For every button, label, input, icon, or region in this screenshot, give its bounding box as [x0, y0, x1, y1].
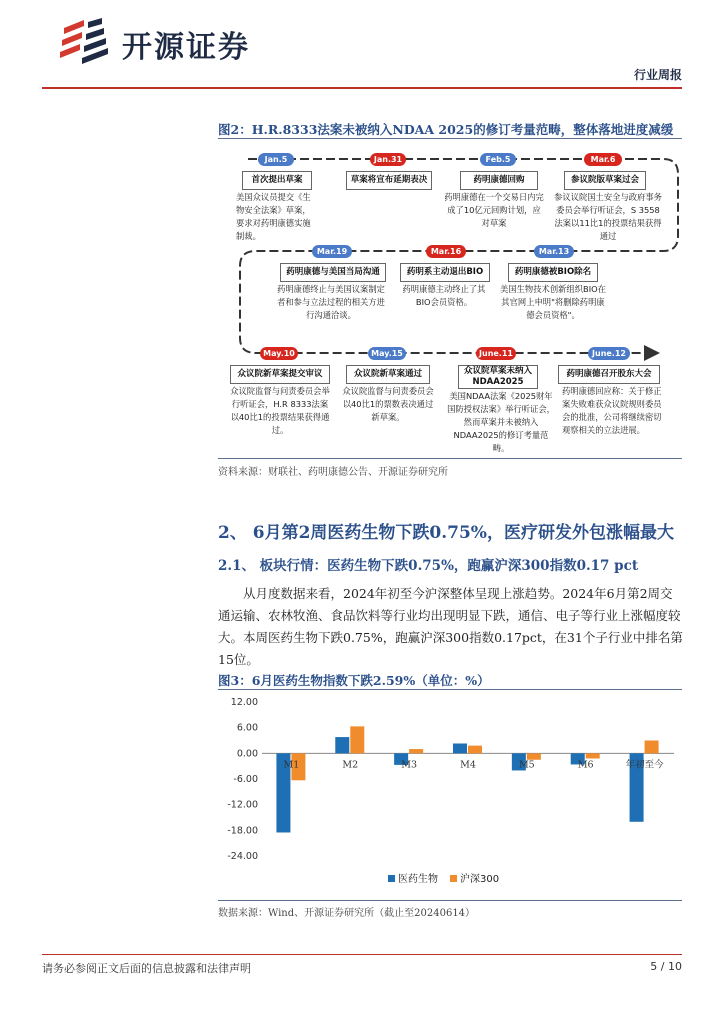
- event-label-feb5: 药明康德回购: [460, 171, 538, 190]
- event-label-may10: 众议院新草案提交审议: [230, 365, 330, 384]
- y-tick-label: -12.00: [227, 799, 258, 811]
- event-desc-mar16: 药明康德主动终止了其BIO会员资格。: [402, 284, 486, 307]
- legend-swatch: [388, 875, 395, 882]
- bar-chart: [218, 692, 684, 898]
- bar-yiyao-3: [453, 743, 467, 753]
- event-date-mar19: Mar.19: [312, 245, 352, 258]
- event-date-mar13: Mar.13: [534, 245, 574, 258]
- bar-hs300-6: [645, 741, 659, 754]
- event-label-mar13: 药明康德被BIO除名: [508, 263, 598, 282]
- event-date-jan31: Jan.31: [370, 153, 406, 166]
- figure2-top-rule: [218, 138, 682, 139]
- legend-label: 沪深300: [460, 874, 500, 885]
- figure3-bottom-rule: [218, 900, 682, 901]
- header-divider: [42, 87, 682, 89]
- event-label-june12: 药明康德召开股东大会: [558, 365, 660, 384]
- body-paragraph: 从月度数据来看，2024年初至今沪深整体呈现上涨趋势。2024年6月第2周交通运输、农林牧渔、食品饮料等行业均出现明显下跌，通信、电子等行业上涨幅度较大。本周医药生物下跌0.75%，跑赢沪深300指数0.17pct，在31个子行业中排名第15位。: [218, 586, 683, 667]
- event-desc-june12: 药明康德回应称：关于修正案失败难获众议院规则委员会的批准，公司将继续密切观察相关的立法进展。: [562, 386, 662, 435]
- event-desc-mar13: 美国生物技术创新组织BIO在其官网上申明"将删除药明康德会员资格"。: [500, 284, 606, 320]
- event-desc-mar19: 药明康德终止与美国议案制定者和参与立法过程的相关方进行沟通洽谈。: [277, 284, 385, 320]
- event-date-june11: June.11: [476, 347, 516, 360]
- figure2-bottom-rule: [218, 458, 682, 459]
- event-label-mar16: 药明系主动退出BIO: [400, 263, 490, 282]
- event-label-may15: 众议院新草案通过: [346, 365, 430, 384]
- bar-hs300-2: [409, 749, 423, 753]
- brand-name: 开源证券: [122, 30, 250, 65]
- x-tick-label: M4: [460, 759, 476, 771]
- x-tick-label: M5: [518, 759, 535, 771]
- brand-logo-icon: [58, 18, 110, 66]
- event-desc-june11: 美国NDAA法案《2025财年国防授权法案》举行听证会，然而草案并未被纳入NDAA2025的修订考量范畴。: [447, 391, 555, 453]
- figure2-title: 图2：H.R.8333法案未被纳入NDAA 2025的修订考量范畴，整体落地进度减缓: [218, 122, 674, 137]
- footer-disclaimer: 请务必参阅正文后面的信息披露和法律声明: [42, 962, 251, 975]
- event-label-mar19: 药明康德与美国当局沟通: [280, 263, 386, 282]
- y-tick-label: 12.00: [230, 697, 258, 708]
- event-desc-may10: 众议院监督与问责委员会举行听证会，H.R 8333法案以40比1的投票结果获得通过。: [230, 386, 330, 435]
- event-date-jan5: Jan.5: [258, 153, 294, 166]
- timeline-diagram: [218, 143, 684, 455]
- event-desc-may15: 众议院监督与问责委员会以40比1的票数表决通过新草案。: [342, 386, 434, 422]
- event-date-mar6: Mar.6: [584, 153, 622, 166]
- event-label-june11: 众议院草案未纳入NDAA2025: [458, 365, 538, 389]
- y-tick-label: -6.00: [233, 774, 258, 785]
- x-tick-label: M2: [342, 759, 359, 771]
- event-label-mar6: 参议院版草案过会: [564, 171, 646, 190]
- x-tick-label: M3: [401, 759, 418, 771]
- y-tick-label: -18.00: [227, 825, 258, 837]
- event-date-may15: May.15: [368, 347, 406, 360]
- x-tick-label: 年初至今: [625, 759, 664, 771]
- page-number: 5 / 10: [650, 960, 682, 973]
- bar-yiyao-1: [335, 737, 349, 753]
- event-date-mar16: Mar.16: [426, 245, 466, 258]
- bar-hs300-5: [586, 753, 600, 758]
- event-date-may10: May.10: [260, 347, 298, 360]
- report-type-tag: 行业周报: [633, 68, 682, 82]
- footer-divider: [42, 954, 682, 955]
- event-desc-jan5: 美国众议员提交《生物安全法案》草案，要求对药明康德实施制裁。: [236, 192, 311, 241]
- event-desc-mar6: 参议议院国土安全与政府事务委员会举行听证会，S 3558法案以11比1的投票结果获得通过: [554, 192, 662, 241]
- figure2-source: 资料来源：财联社、药明康德公告、开源证券研究所: [218, 467, 448, 478]
- y-tick-label: 6.00: [236, 722, 258, 734]
- legend-swatch: [450, 875, 457, 882]
- subsection-title: 2.1、 板块行情：医药生物下跌0.75%，跑赢沪深300指数0.17 pct: [218, 558, 639, 574]
- figure3-top-rule: [218, 689, 682, 690]
- bar-hs300-1: [350, 726, 364, 753]
- event-desc-feb5: 药明康德在一个交易日内完成了10亿元回购计划，应对草案: [444, 192, 544, 228]
- x-tick-label: M1: [283, 759, 300, 771]
- event-date-june12: June.12: [588, 347, 630, 360]
- figure3-source: 数据来源：Wind、开源证券研究所（截止至20240614）: [218, 908, 476, 919]
- bar-hs300-3: [468, 746, 482, 754]
- y-tick-label: 0.00: [236, 748, 258, 760]
- event-label-jan31: 草案将宣布延期表决: [346, 171, 432, 190]
- y-tick-label: -24.00: [227, 851, 258, 862]
- event-date-feb5: Feb.5: [480, 153, 516, 166]
- legend-label: 医药生物: [398, 874, 438, 885]
- section-title: 2、 6月第2周医药生物下跌0.75%，医疗研发外包涨幅最大: [218, 523, 674, 543]
- x-tick-label: M6: [577, 759, 594, 771]
- figure3-title: 图3：6月医药生物指数下跌2.59%（单位：%）: [218, 673, 490, 688]
- event-label-jan5: 首次提出草案: [242, 171, 312, 190]
